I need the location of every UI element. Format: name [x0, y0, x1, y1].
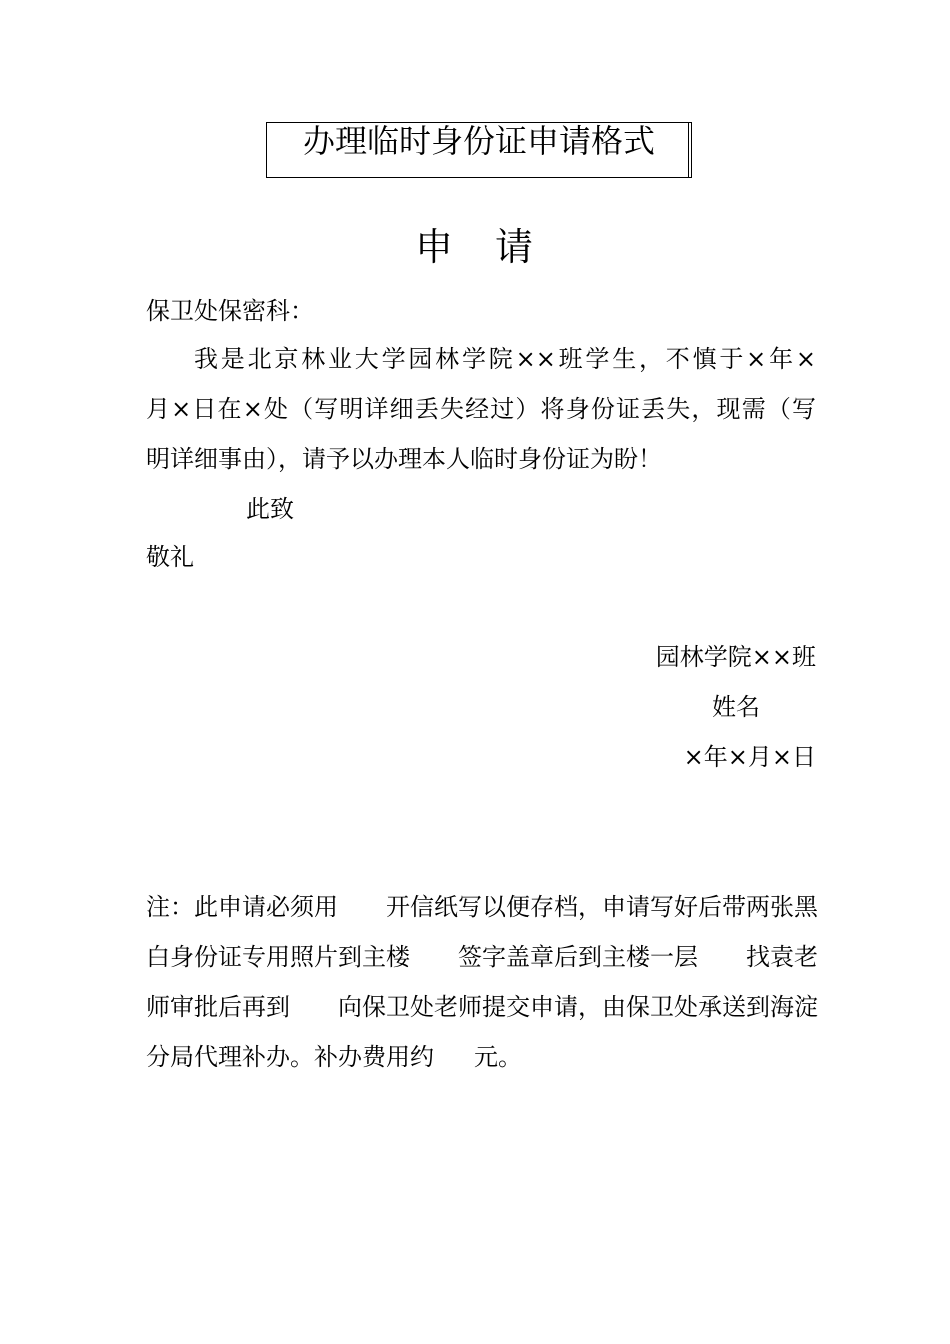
- note-line-1: [146, 882, 816, 932]
- note-text: 注：此申请必须用: [146, 893, 338, 921]
- note-line-2: [146, 932, 816, 982]
- body-line-2: 月×日在×处（写明详细丢失经过）将身份证丢失，现需（写: [146, 395, 816, 423]
- body-line-1: 我是北京林业大学园林学院××班学生，不慎于×年×: [194, 345, 816, 373]
- note-text: 师审批后再到: [146, 993, 290, 1021]
- note-line-4: [146, 1032, 816, 1082]
- recipient-line: 保卫处保密科：: [146, 297, 314, 325]
- application-heading: 申 请: [414, 225, 535, 269]
- note-text: 元。: [474, 1043, 522, 1071]
- signature-class: 园林学院××班: [655, 643, 816, 671]
- note-text: 签字盖章后到主楼一层: [458, 943, 698, 971]
- note-text: 找袁老: [746, 943, 818, 971]
- signature-name: 姓名: [712, 693, 760, 721]
- note-text: 分局代理补办。补办费用约: [146, 1043, 434, 1071]
- body-line-3: 明详细事由），请予以办理本人临时身份证为盼！: [146, 445, 662, 473]
- note-text: 向保卫处老师提交申请，由保卫处承送到海淀: [338, 993, 818, 1021]
- salute-line: 敬礼: [146, 543, 194, 571]
- note-text: 白身份证专用照片到主楼: [146, 943, 410, 971]
- title-box: [266, 122, 692, 178]
- note-line-3: [146, 982, 816, 1032]
- signature-date: ×年×月×日: [683, 743, 816, 771]
- closing-line: 此致: [246, 495, 294, 523]
- document-title: 办理临时身份证申请格式: [302, 122, 655, 160]
- note-text: 开信纸写以便存档，申请写好后带两张黑: [386, 893, 818, 921]
